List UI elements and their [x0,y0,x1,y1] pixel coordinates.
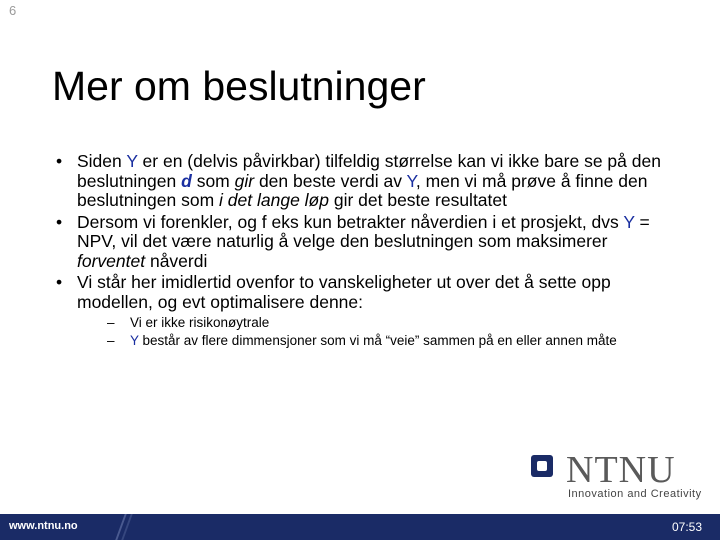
slide-title: Mer om beslutninger [52,63,426,109]
bullet-glyph: • [56,151,63,171]
text-run: d [181,170,192,191]
text-run: gir [234,170,255,191]
text-run: , men vi må prøve å finne den beslutningen som [77,170,648,210]
sub-bullet-glyph: – [107,333,115,348]
logo-text: NTNU [566,449,676,491]
bullet-glyph: • [56,272,63,292]
text-run: nåverdi [145,250,208,271]
ntnu-logo [528,449,710,504]
text-run: Dersom vi forenkler, og f eks kun betrakter nåverdien i et prosjekt, dvs [77,211,624,232]
bullet-item [56,273,666,348]
sub-bullet-item [107,333,666,348]
bullet-list [56,152,666,351]
text-run: Y [126,151,138,171]
bullet-item [56,213,666,272]
footer-bar [0,514,720,540]
footer-url: www.ntnu.no [9,520,78,532]
text-run: Siden [77,151,127,171]
logo-tagline: Innovation and Creativity [568,488,702,500]
sub-bullet-item [107,315,666,330]
sub-bullet-glyph: – [107,315,115,330]
text-run: forventet [77,250,146,271]
ntnu-logo-icon [531,455,553,477]
text-run: gir det beste resultatet [328,190,508,210]
text-run: består av flere dimmensjoner som vi må “veie” sammen på en eller annen måte [138,333,617,348]
text-run: Y [406,170,416,191]
text-run: Vi er ikke risikonøytrale [130,315,270,330]
text-run: den beste verdi av [254,170,407,191]
text-run: Y [623,211,635,232]
bullet-glyph: • [56,211,63,232]
slide-number: 6 [9,3,17,18]
text-run: Y [130,333,139,348]
text-run: er en (delvis påvirkbar) tilfeldig størrelse kan vi ikke bare se på den beslutningen [77,151,661,191]
text-run: i det lange løp [219,190,329,210]
text-run: som [191,170,235,191]
text-run: = NPV, vil det være naturlig å velge den beslutningen som maksimerer [77,211,650,251]
footer-time: 07:53 [671,520,702,534]
bullet-item [56,152,666,211]
text-run: Vi står her imidlertid ovenfor to vanskeligheter ut over det å sette opp modellen, og evt optimalisere denne: [77,272,611,312]
sub-bullet-list [107,315,666,348]
